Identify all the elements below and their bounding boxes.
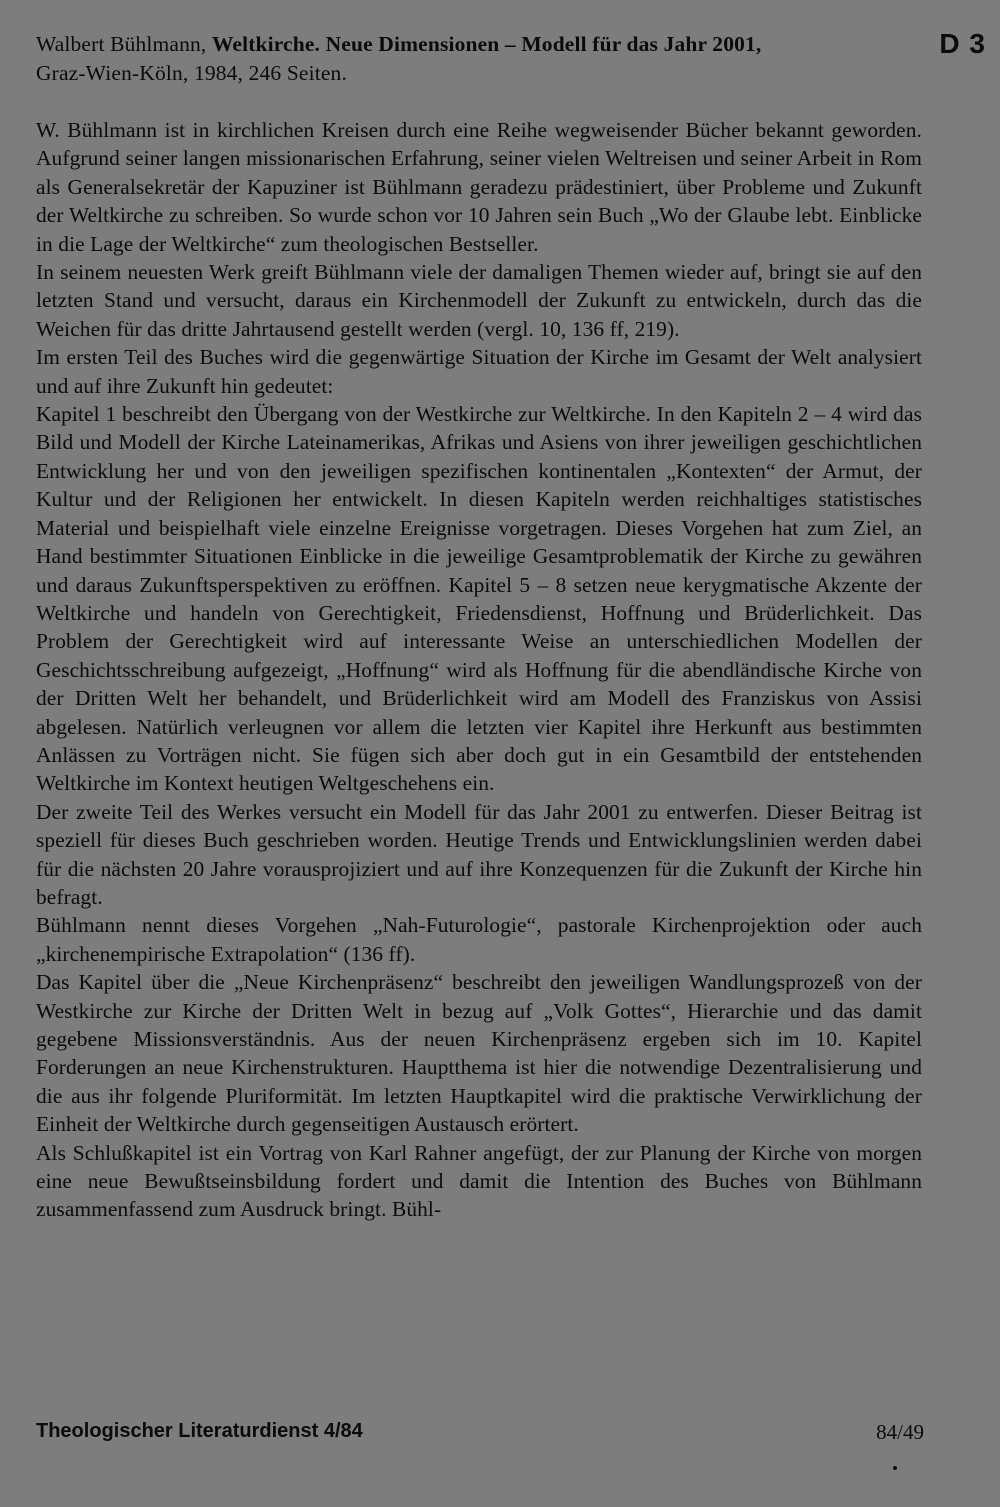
review-text bbox=[36, 116, 922, 1224]
review-paragraph: Im ersten Teil des Buches wird die gegenwärtige Situation der Kirche im Gesamt der Welt analysiert und auf ihre Zukunft hin gedeutet: bbox=[36, 345, 922, 398]
review-paragraph: In seinem neuesten Werk greift Bühlmann viele der damaligen Themen wieder auf, bringt sie auf den letzten Stand und versucht, daraus ein Kirchenmodell der Zukunft zu entwickeln, durch das die Weichen für das dritte Jahrtausend gestellt werden (vergl. 10, 136 ff, 219). bbox=[36, 260, 922, 341]
book-title: Weltkirche. Neue Dimensionen – Modell für das Jahr 2001, bbox=[211, 32, 762, 56]
review-paragraph: Das Kapitel über die „Neue Kirchenpräsenz“ beschreibt den jeweiligen Wandlungsprozeß von der Westkirche zur Kirche der Dritten Welt in bezug auf „Volk Gottes“, Hierarchie und das damit gegebene Missionsverständnis. Aus der neuen Kirchenpräsenz ergeben sich im 10. Kapitel Forderungen an neue Kirchenstrukturen. Hauptthema ist hier die notwendige Dezentralisierung und die aus ihr folgende Pluriformität. Im letzten Hauptkapitel wird die praktische Verwirklichung der Einheit der Weltkirche durch gegenseitigen Austausch erörtert. bbox=[36, 970, 922, 1137]
page-reference: 84/49 bbox=[876, 1420, 924, 1444]
review-paragraph: Als Schlußkapitel ist ein Vortrag von Karl Rahner angefügt, der zur Planung der Kirche von morgen eine neue Bewußtseinsbildung fordert und damit die Intention des Buches von Bühlmann zusammenfassend zum Ausdruck bringt. Bühl- bbox=[36, 1140, 922, 1222]
section-code: D 3 bbox=[939, 28, 986, 59]
review-paragraph: Kapitel 1 beschreibt den Übergang von der Westkirche zur Weltkirche. In den Kapiteln 2 – 4 wird das Bild und Modell der Kirche Lateinamerikas, Afrikas und Asiens von ihrer jeweiligen geschichtlichen Entwicklung her und von den jeweiligen spezifischen kontinentalen „Kontexten“ der Armut, der Kultur und der Religionen her entwickelt. In diesen Kapiteln werden reichhaltiges statistisches Material und beispielhaft viele einzelne Ereignisse vorgetragen. Dieses Vorgehen hat zum Ziel, an Hand bestimmter Situationen Einblicke in die jeweilige Gesamtproblematik der Kirche zu gewähren und daraus Zukunftsperspektiven zu eröffnen. Kapitel 5 – 8 setzen neue kerygmatische Akzente der Weltkirche und handeln von Gerechtigkeit, Friedensdienst, Hoffnung und Brüderlichkeit. Das Problem der Gerechtigkeit wird auf interessante Weise an unterschiedlichen Modellen der Geschichtsschreibung aufgezeigt, „Hoffnung“ wird als Hoffnung für die abendländische Kirche von der Dritten Welt her behandelt, und Brüderlichkeit wird am Modell des Franziskus von Assisi abgelesen. Natürlich verleugnen vor allem die letzten vier Kapitel ihre Herkunft aus bestimmten Anlässen zu Vorträgen nicht. Sie fügen sich aber doch gut in ein Gesamtbild der entstehenden Weltkirche im Kontext heutigen Weltgeschehens ein. bbox=[36, 402, 922, 796]
review-paragraph: Der zweite Teil des Werkes versucht ein Modell für das Jahr 2001 zu entwerfen. Dieser Beitrag ist speziell für dieses Buch geschrieben worden. Heutige Trends und Entwicklungslinien werden dabei für die nächsten 20 Jahre vorausprojiziert und auf ihre Konzequenzen für die Zukunft der Kirche hin befragt. bbox=[36, 799, 922, 909]
bibliographic-header bbox=[36, 30, 926, 88]
book-author: Walbert Bühlmann, bbox=[36, 32, 207, 56]
review-paragraph: Bühlmann nennt dieses Vorgehen „Nah-Futurologie“, pastorale Kirchenprojektion oder auch „kirchenempirische Extrapolation“ (136 ff). bbox=[36, 913, 922, 966]
print-speck bbox=[893, 1466, 897, 1470]
publication-info: Graz-Wien-Köln, 1984, 246 Seiten. bbox=[36, 61, 347, 85]
review-paragraph: W. Bühlmann ist in kirchlichen Kreisen durch eine Reihe wegweisender Bücher bekannt geworden. Aufgrund seiner langen missionarischen Erfahrung, seiner vielen Weltreisen und seiner Arbeit in Rom als Generalsekretär der Kapuziner ist Bühlmann geradezu prädestiniert, über Probleme und Zukunft der Weltkirche zu schreiben. So wurde schon vor 10 Jahren sein Buch „Wo der Glaube lebt. Einblicke in die Lage der Weltkirche“ zum theologischen Bestseller. bbox=[36, 118, 922, 256]
journal-footer: Theologischer Literaturdienst 4/84 bbox=[36, 1420, 363, 1442]
